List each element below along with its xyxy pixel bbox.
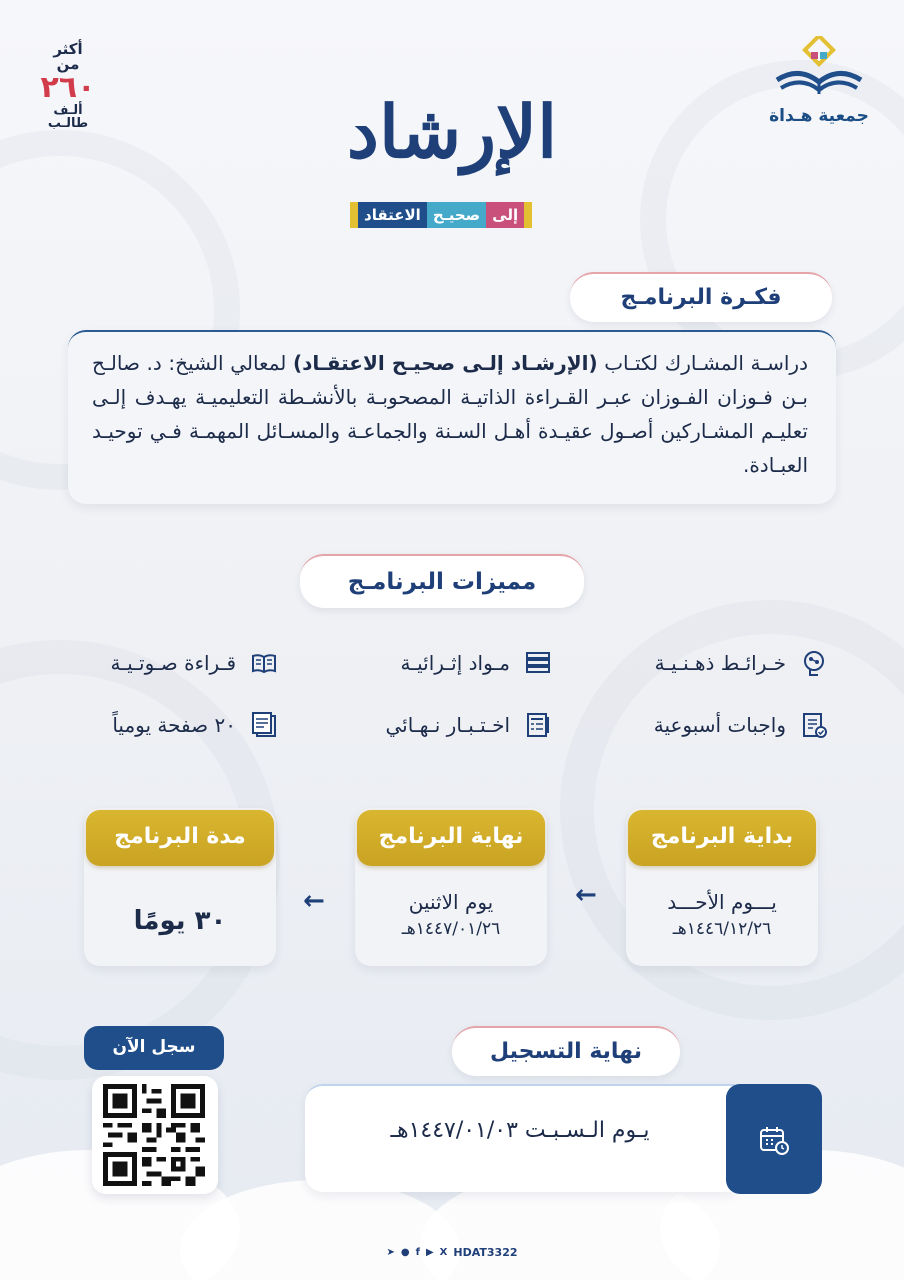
- badge-number: ٢٦٠: [40, 70, 96, 105]
- homework-icon: [800, 711, 828, 739]
- registration-heading: نهاية التسجيل: [452, 1026, 680, 1076]
- idea-text-post: لمعالي الشيخ: د. صالـح بـن فـوزان الفـوزان عبـر القـراءة الذاتيـة المصحوبـة بالأنشـطة التعليميـة يهـدف إلـى تعليـم المشـاركين أصـول عقيـدة أهـل السـنة والجماعـة والمسـائل المهمـة فـي توحيـد العبـادة.: [92, 351, 808, 477]
- start-date-card: [626, 808, 818, 966]
- feature-label: مـواد إثـرائيـة: [400, 651, 510, 675]
- program-subtitle: [350, 202, 532, 228]
- register-now-button[interactable]: سجل الآن: [84, 1026, 224, 1070]
- subtitle-accent: [350, 202, 358, 228]
- books-icon: [524, 649, 552, 677]
- features-heading: مميزات البرنامـج: [300, 554, 584, 608]
- feature-label: اخـتـبـار نـهـائي: [385, 713, 510, 737]
- subtitle-part: إلى: [486, 202, 524, 228]
- end-date: ١٤٤٧/٠١/٢٦هـ: [401, 919, 501, 939]
- feature-item: [112, 708, 278, 742]
- social-handle[interactable]: HDAT3322: [453, 1246, 518, 1259]
- snapchat-icon[interactable]: ●: [400, 1247, 410, 1258]
- calendar-icon: [758, 1124, 790, 1156]
- subtitle-accent: [524, 202, 532, 228]
- students-badge: [38, 42, 98, 130]
- subtitle-part: صحيـح: [427, 202, 486, 228]
- program-title: الإرشاد: [346, 89, 558, 174]
- end-date-card: [355, 808, 547, 966]
- youtube-icon[interactable]: ▶: [425, 1247, 434, 1258]
- x-icon[interactable]: X: [439, 1247, 448, 1258]
- subtitle-part: الاعتقاد: [358, 202, 427, 228]
- calendar-tile: [726, 1084, 822, 1194]
- end-date-title: نهاية البرنامج: [357, 810, 545, 866]
- idea-heading: فكـرة البرنامـج: [570, 272, 832, 322]
- org-name: جمعية هـداة: [769, 106, 869, 126]
- start-date-title: بداية البرنامج: [628, 810, 816, 866]
- duration-body: [84, 888, 276, 946]
- idea-description: [68, 330, 836, 504]
- open-book-logo-icon: [771, 36, 867, 98]
- social-footer: [0, 1246, 904, 1259]
- feature-label: واجبات أسبوعية: [653, 713, 786, 737]
- duration-card: [84, 808, 276, 966]
- end-day: يوم الاثنين: [408, 890, 494, 914]
- feature-item: [401, 646, 552, 680]
- feature-label: ٢٠ صفحة يومياً: [112, 713, 236, 737]
- feature-item: [655, 646, 828, 680]
- mind-map-icon: [800, 649, 828, 677]
- start-date: ١٤٤٦/١٢/٢٦هـ: [672, 919, 772, 939]
- badge-text: طالـب: [47, 116, 89, 131]
- feature-item: [654, 708, 828, 742]
- qr-code[interactable]: [92, 1076, 218, 1194]
- idea-text-pre: دراسـة المشـارك لكتـاب: [597, 351, 808, 375]
- telegram-icon[interactable]: ➤: [386, 1247, 395, 1258]
- start-day: يـــوم الأحـــد: [667, 890, 777, 914]
- qr-code-icon: [102, 1084, 206, 1186]
- badge-text: أكثر: [53, 40, 83, 58]
- facebook-icon[interactable]: f: [415, 1247, 420, 1258]
- feature-item: [385, 708, 552, 742]
- end-date-body: [355, 888, 547, 942]
- test-icon: [524, 711, 552, 739]
- feature-label: قـراءة صـوتـيـة: [110, 651, 236, 675]
- badge-text: من: [56, 55, 80, 73]
- duration-title: مدة البرنامج: [86, 810, 274, 866]
- feature-label: خـرائـط ذهـنـيـة: [654, 651, 786, 675]
- audio-book-icon: [250, 649, 278, 677]
- duration-value: ٣٠ يومًا: [133, 906, 227, 936]
- org-logo: [764, 36, 874, 126]
- feature-item: [111, 646, 278, 680]
- pages-icon: [250, 711, 278, 739]
- badge-text: ألـف: [53, 103, 83, 118]
- start-date-body: [626, 888, 818, 942]
- arrow-left-icon: ←: [303, 886, 325, 916]
- arrow-left-icon: ←: [575, 880, 597, 910]
- registration-date: يـوم الـسـبـت ١٤٤٧/٠١/٠٣هـ: [390, 1118, 650, 1143]
- book-title: (الإرشـاد إلـى صحيـح الاعتقـاد): [292, 351, 598, 375]
